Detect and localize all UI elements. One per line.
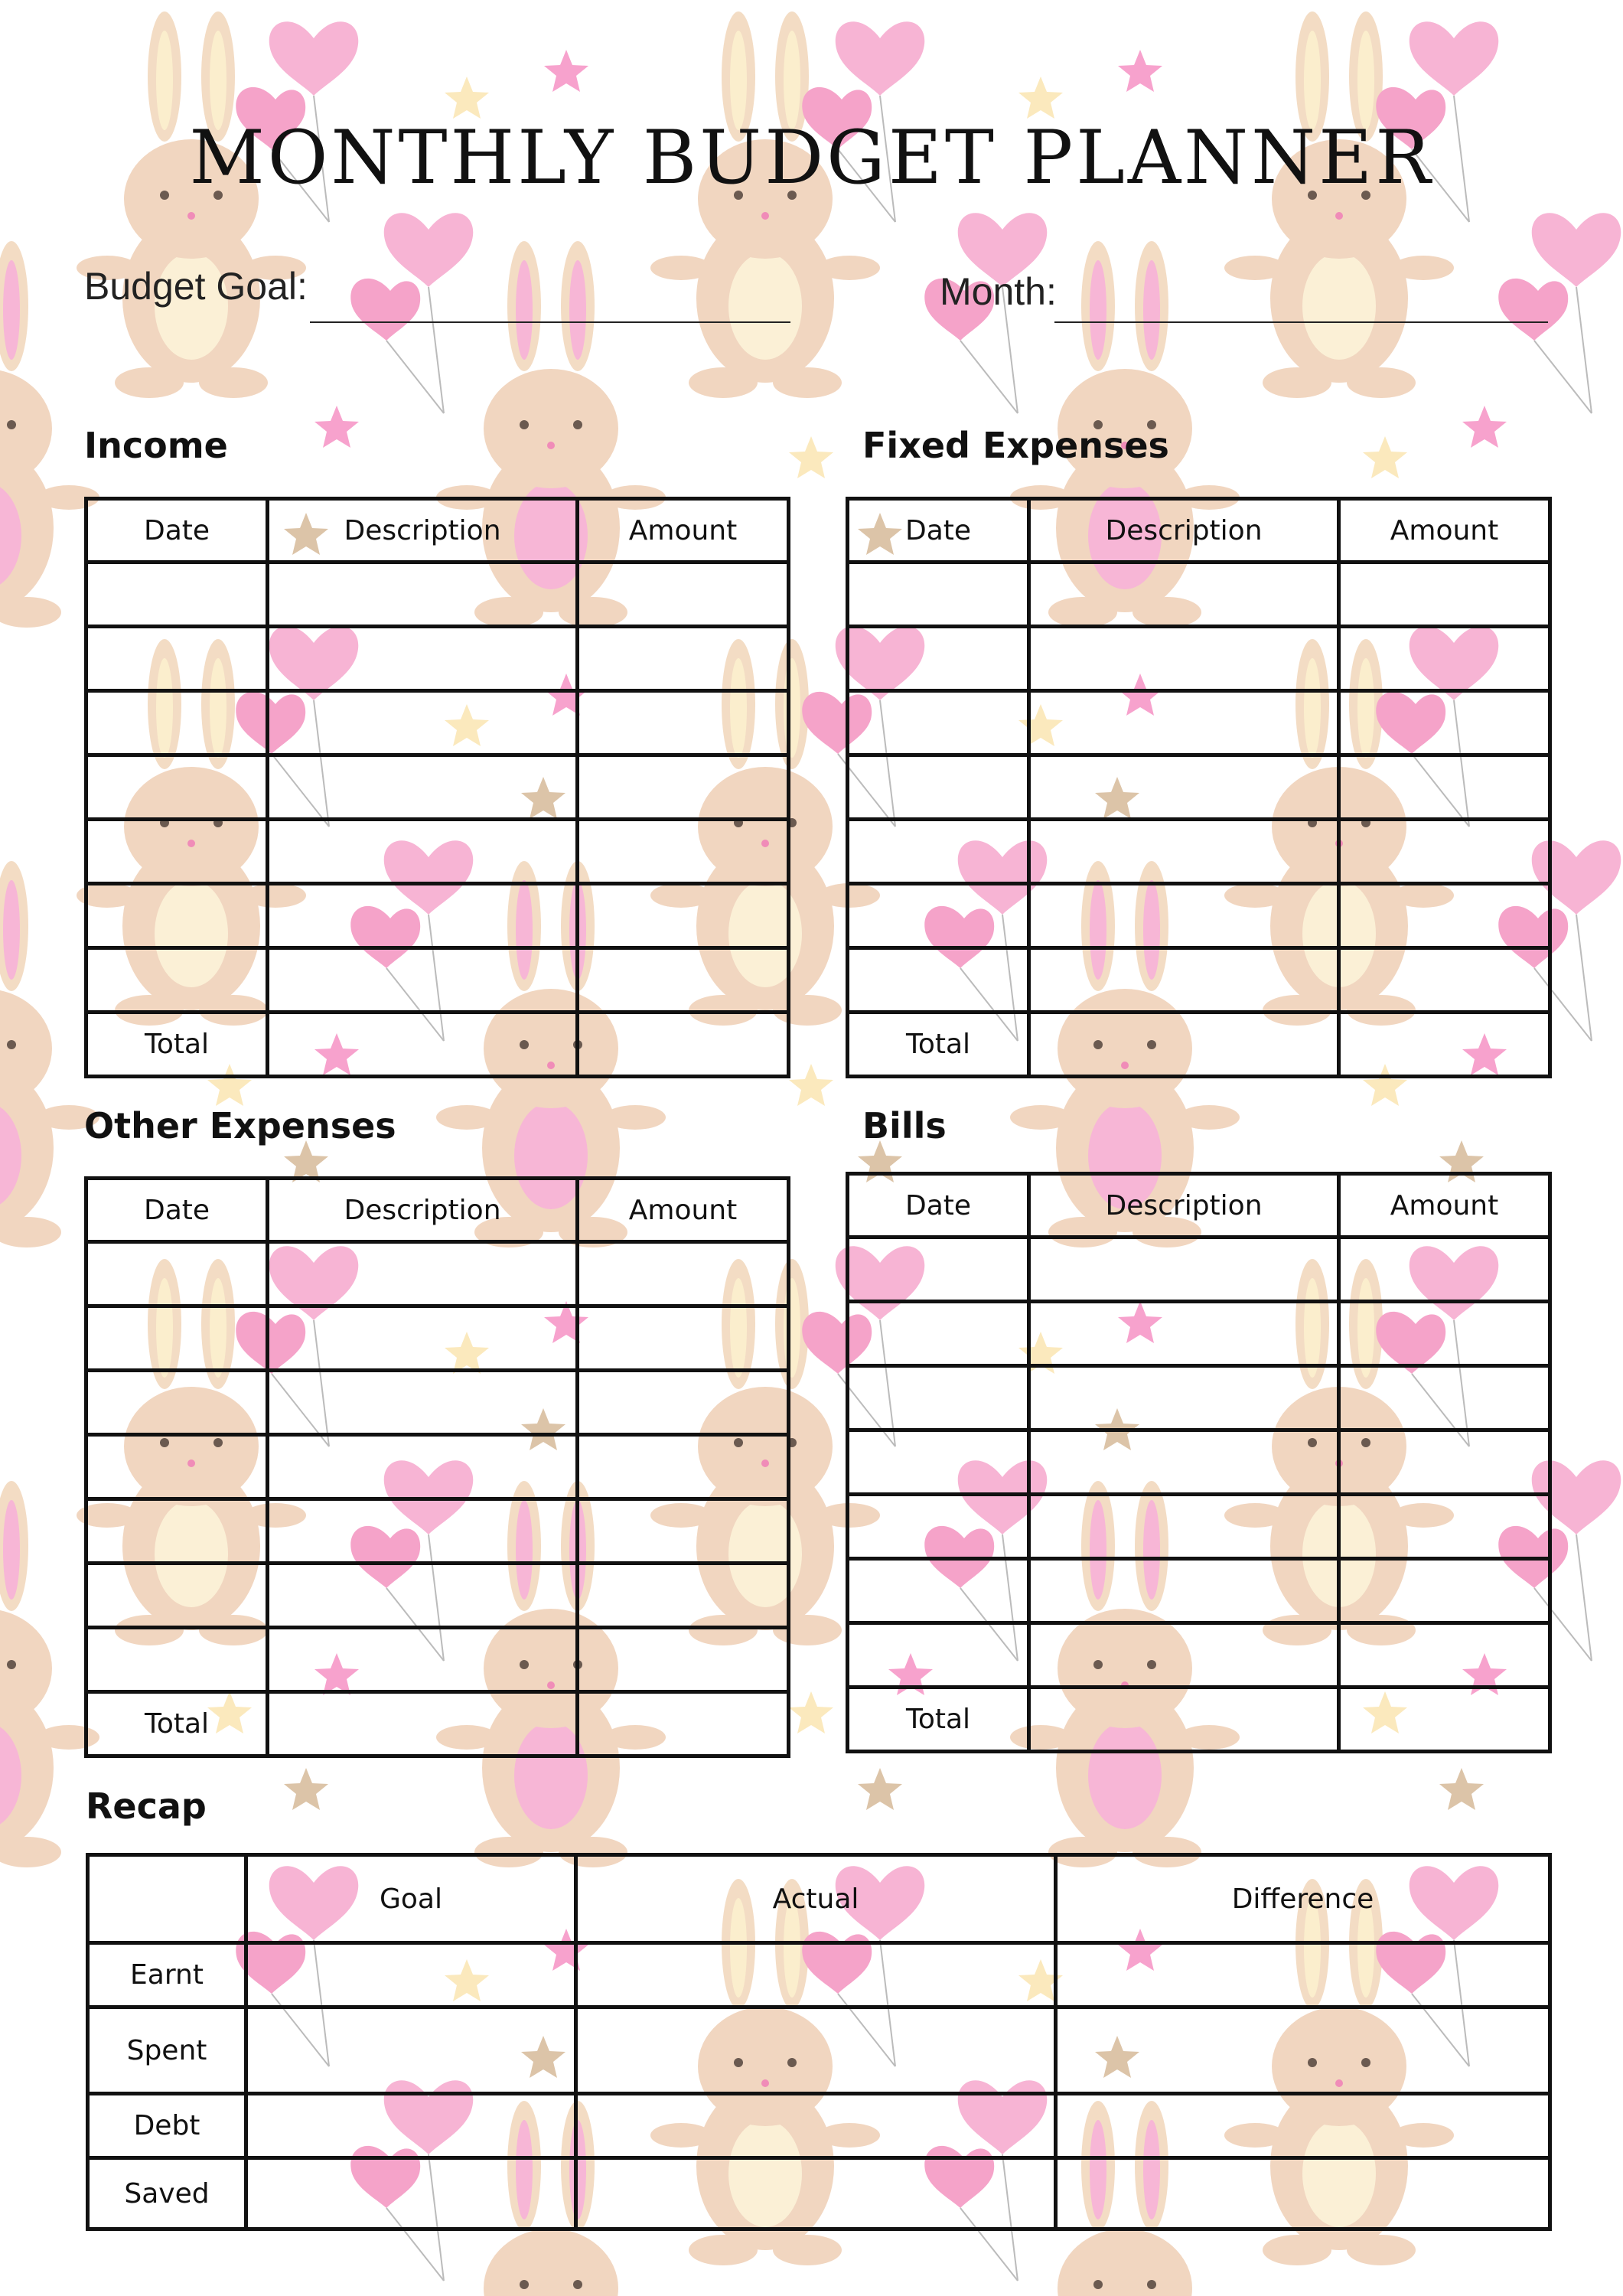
amount-cell[interactable]: [1339, 563, 1550, 627]
fixed-expenses-table: [846, 497, 1552, 1078]
date-cell[interactable]: [848, 1430, 1029, 1495]
amount-cell[interactable]: [578, 1242, 789, 1306]
bills-title: Bills: [862, 1105, 947, 1146]
bills-total-row: [848, 1688, 1550, 1752]
description-cell[interactable]: [1029, 1559, 1339, 1623]
date-cell[interactable]: [86, 1564, 268, 1628]
description-cell[interactable]: [268, 755, 578, 820]
fixed-expenses-total-amount[interactable]: [1339, 1013, 1550, 1077]
income-col-amount: Amount: [578, 499, 789, 563]
description-cell[interactable]: [268, 1564, 578, 1628]
bills-col-amount: Amount: [1339, 1174, 1550, 1238]
description-cell[interactable]: [268, 820, 578, 884]
description-cell[interactable]: [1029, 1238, 1339, 1302]
description-cell[interactable]: [268, 1628, 578, 1692]
date-cell[interactable]: [848, 820, 1029, 884]
income-col-date: Date: [86, 499, 268, 563]
amount-cell[interactable]: [1339, 1623, 1550, 1688]
other-expenses-total-label: Total: [86, 1692, 268, 1756]
difference-cell[interactable]: [1056, 2158, 1550, 2229]
table-row: [848, 755, 1550, 820]
other-expenses-total-row: [86, 1692, 789, 1756]
goal-cell[interactable]: [246, 1943, 576, 2007]
table-row: [86, 627, 789, 691]
description-cell[interactable]: [268, 563, 578, 627]
actual-cell[interactable]: [576, 1943, 1056, 2007]
amount-cell[interactable]: [1339, 1366, 1550, 1430]
date-cell[interactable]: [86, 1371, 268, 1435]
income-header-row: [86, 499, 789, 563]
recap-corner-cell: [88, 1855, 246, 1943]
date-cell[interactable]: [848, 691, 1029, 755]
fixed-expenses-total-row: [848, 1013, 1550, 1077]
description-cell[interactable]: [268, 627, 578, 691]
amount-cell[interactable]: [578, 755, 789, 820]
date-cell[interactable]: [86, 1628, 268, 1692]
fixed-expenses-title: Fixed Expenses: [862, 425, 1169, 466]
date-cell[interactable]: [86, 755, 268, 820]
table-row: [848, 884, 1550, 948]
month-input-line[interactable]: [1054, 321, 1548, 323]
table-row: [848, 691, 1550, 755]
bills-total-label: Total: [848, 1688, 1029, 1752]
date-cell[interactable]: [848, 627, 1029, 691]
date-cell[interactable]: [848, 1302, 1029, 1366]
actual-cell[interactable]: [576, 2007, 1056, 2094]
description-cell[interactable]: [1029, 755, 1339, 820]
recap-row-label: Earnt: [88, 1943, 246, 2007]
description-cell[interactable]: [1029, 1688, 1339, 1752]
description-cell[interactable]: [1029, 820, 1339, 884]
table-row: [848, 1559, 1550, 1623]
table-row: [86, 1371, 789, 1435]
recap-col-actual: Actual: [576, 1855, 1056, 1943]
table-row: [86, 1435, 789, 1499]
date-cell[interactable]: [86, 1306, 268, 1371]
description-cell[interactable]: [268, 1013, 578, 1077]
actual-cell[interactable]: [576, 2094, 1056, 2158]
recap-col-goal: Goal: [246, 1855, 576, 1943]
amount-cell[interactable]: [1339, 948, 1550, 1013]
other-expenses-total-amount[interactable]: [578, 1692, 789, 1756]
income-total-amount[interactable]: [578, 1013, 789, 1077]
amount-cell[interactable]: [578, 1371, 789, 1435]
income-total-label: Total: [86, 1013, 268, 1077]
description-cell[interactable]: [268, 691, 578, 755]
goal-cell[interactable]: [246, 2007, 576, 2094]
recap-col-difference: Difference: [1056, 1855, 1550, 1943]
description-cell[interactable]: [268, 1371, 578, 1435]
date-cell[interactable]: [848, 1623, 1029, 1688]
recap-row-earnt: [88, 1943, 1550, 2007]
date-cell[interactable]: [848, 884, 1029, 948]
amount-cell[interactable]: [578, 1306, 789, 1371]
fixed-expenses-header-row: [848, 499, 1550, 563]
budget-goal-label: Budget Goal:: [84, 265, 308, 308]
description-cell[interactable]: [1029, 1623, 1339, 1688]
table-row: [848, 820, 1550, 884]
income-col-description: Description: [268, 499, 578, 563]
table-row: [86, 1306, 789, 1371]
description-cell[interactable]: [268, 1692, 578, 1756]
table-row: [86, 563, 789, 627]
other-expenses-header-row: [86, 1179, 789, 1242]
description-cell[interactable]: [268, 948, 578, 1013]
table-row: [848, 948, 1550, 1013]
recap-header-row: [88, 1855, 1550, 1943]
recap-row-label: Saved: [88, 2158, 246, 2229]
table-row: [848, 1302, 1550, 1366]
recap-row-debt: [88, 2094, 1550, 2158]
amount-cell[interactable]: [578, 1628, 789, 1692]
table-row: [848, 1366, 1550, 1430]
goal-cell[interactable]: [246, 2158, 576, 2229]
description-cell[interactable]: [1029, 884, 1339, 948]
other-expenses-col-amount: Amount: [578, 1179, 789, 1242]
table-row: [86, 884, 789, 948]
amount-cell[interactable]: [1339, 755, 1550, 820]
recap-table: [86, 1853, 1552, 2231]
fixed-expenses-col-amount: Amount: [1339, 499, 1550, 563]
description-cell[interactable]: [1029, 691, 1339, 755]
date-cell[interactable]: [848, 1238, 1029, 1302]
table-row: [86, 1564, 789, 1628]
date-cell[interactable]: [86, 627, 268, 691]
date-cell[interactable]: [86, 948, 268, 1013]
income-title: Income: [84, 425, 228, 466]
date-cell[interactable]: [86, 691, 268, 755]
date-cell[interactable]: [848, 1495, 1029, 1559]
table-row: [86, 820, 789, 884]
description-cell[interactable]: [1029, 1495, 1339, 1559]
description-cell[interactable]: [268, 1242, 578, 1306]
description-cell[interactable]: [1029, 1366, 1339, 1430]
date-cell[interactable]: [86, 1499, 268, 1564]
table-row: [86, 1499, 789, 1564]
amount-cell[interactable]: [578, 1564, 789, 1628]
goal-cell[interactable]: [246, 2094, 576, 2158]
date-cell[interactable]: [86, 820, 268, 884]
fixed-expenses-total-label: Total: [848, 1013, 1029, 1077]
description-cell[interactable]: [1029, 1430, 1339, 1495]
amount-cell[interactable]: [1339, 1430, 1550, 1495]
amount-cell[interactable]: [578, 820, 789, 884]
table-row: [86, 755, 789, 820]
date-cell[interactable]: [86, 1435, 268, 1499]
date-cell[interactable]: [848, 1559, 1029, 1623]
description-cell[interactable]: [1029, 627, 1339, 691]
amount-cell[interactable]: [1339, 884, 1550, 948]
amount-cell[interactable]: [578, 1499, 789, 1564]
table-row: [86, 1242, 789, 1306]
date-cell[interactable]: [848, 563, 1029, 627]
description-cell[interactable]: [1029, 1302, 1339, 1366]
table-row: [86, 948, 789, 1013]
bills-total-amount[interactable]: [1339, 1688, 1550, 1752]
amount-cell[interactable]: [1339, 1559, 1550, 1623]
amount-cell[interactable]: [1339, 1495, 1550, 1559]
description-cell[interactable]: [268, 884, 578, 948]
description-cell[interactable]: [268, 1306, 578, 1371]
date-cell[interactable]: [848, 1366, 1029, 1430]
bills-header-row: [848, 1174, 1550, 1238]
table-row: [848, 1430, 1550, 1495]
bills-col-description: Description: [1029, 1174, 1339, 1238]
description-cell[interactable]: [1029, 563, 1339, 627]
date-cell[interactable]: [86, 563, 268, 627]
amount-cell[interactable]: [578, 691, 789, 755]
fixed-expenses-col-description: Description: [1029, 499, 1339, 563]
amount-cell[interactable]: [578, 627, 789, 691]
month-label: Month:: [940, 270, 1057, 313]
other-expenses-col-date: Date: [86, 1179, 268, 1242]
table-row: [848, 627, 1550, 691]
description-cell[interactable]: [268, 1499, 578, 1564]
difference-cell[interactable]: [1056, 2094, 1550, 2158]
bills-col-date: Date: [848, 1174, 1029, 1238]
table-row: [848, 563, 1550, 627]
other-expenses-table: [84, 1176, 790, 1758]
difference-cell[interactable]: [1056, 1943, 1550, 2007]
table-row: [848, 1495, 1550, 1559]
amount-cell[interactable]: [1339, 1302, 1550, 1366]
other-expenses-title: Other Expenses: [84, 1105, 396, 1146]
budget-goal-input-line[interactable]: [310, 321, 790, 323]
recap-row-label: Spent: [88, 2007, 246, 2094]
amount-cell[interactable]: [1339, 691, 1550, 755]
difference-cell[interactable]: [1056, 2007, 1550, 2094]
bills-table: [846, 1172, 1552, 1753]
date-cell[interactable]: [86, 884, 268, 948]
date-cell[interactable]: [848, 755, 1029, 820]
recap-row-saved: [88, 2158, 1550, 2229]
table-row: [848, 1623, 1550, 1688]
table-row: [86, 1628, 789, 1692]
date-cell[interactable]: [86, 1242, 268, 1306]
table-row: [86, 691, 789, 755]
date-cell[interactable]: [848, 948, 1029, 1013]
other-expenses-col-description: Description: [268, 1179, 578, 1242]
amount-cell[interactable]: [578, 1435, 789, 1499]
fixed-expenses-col-date: Date: [848, 499, 1029, 563]
table-row: [848, 1238, 1550, 1302]
recap-row-spent: [88, 2007, 1550, 2094]
amount-cell[interactable]: [1339, 820, 1550, 884]
recap-row-label: Debt: [88, 2094, 246, 2158]
income-table: [84, 497, 790, 1078]
amount-cell[interactable]: [1339, 627, 1550, 691]
description-cell[interactable]: [268, 1435, 578, 1499]
actual-cell[interactable]: [576, 2158, 1056, 2229]
amount-cell[interactable]: [578, 884, 789, 948]
amount-cell[interactable]: [1339, 1238, 1550, 1302]
income-total-row: [86, 1013, 789, 1077]
description-cell[interactable]: [1029, 948, 1339, 1013]
amount-cell[interactable]: [578, 563, 789, 627]
amount-cell[interactable]: [578, 948, 789, 1013]
description-cell[interactable]: [1029, 1013, 1339, 1077]
recap-title: Recap: [86, 1786, 207, 1827]
page-title: MONTHLY BUDGET PLANNER: [189, 115, 1434, 201]
